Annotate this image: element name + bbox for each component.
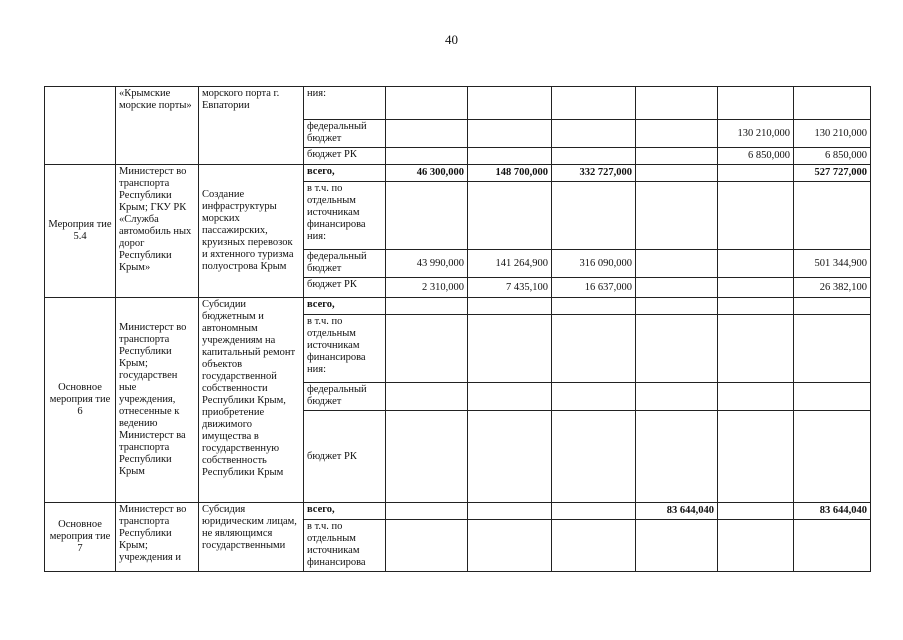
value-cell (718, 411, 794, 503)
source-cell: в т.ч. по отдельным источникам финансирова (304, 520, 386, 572)
value-cell (468, 520, 552, 572)
value-cell (636, 87, 718, 120)
value-cell: 148 700,000 (468, 165, 552, 182)
value-cell: 83 644,040 (794, 503, 871, 520)
source-cell: бюджет РК (304, 278, 386, 298)
description-cell: Создание инфраструктуры морских пассажирских, круизных перевозок и яхтенного туризма полуострова Крым (199, 165, 304, 298)
value-cell (552, 383, 636, 411)
value-cell (718, 165, 794, 182)
value-cell: 2 310,000 (386, 278, 468, 298)
value-cell (552, 87, 636, 120)
value-cell (468, 298, 552, 315)
value-cell: 6 850,000 (794, 148, 871, 165)
page-number: 40 (445, 32, 458, 47)
value-cell (552, 298, 636, 315)
executor-cell: Министерст во транспорта Республики Крым; государствен ные учреждения, отнесенные к ведению Министерст ва транспорта Республики Крым (116, 298, 199, 503)
source-cell: федеральный бюджет (304, 120, 386, 148)
value-cell (386, 411, 468, 503)
value-cell: 527 727,000 (794, 165, 871, 182)
value-cell (794, 411, 871, 503)
value-cell: 332 727,000 (552, 165, 636, 182)
value-cell (552, 120, 636, 148)
value-cell (718, 250, 794, 278)
value-cell (636, 520, 718, 572)
event-cell: Основное мероприя тие 7 (45, 503, 116, 572)
value-cell (552, 503, 636, 520)
value-cell: 43 990,000 (386, 250, 468, 278)
value-cell (636, 411, 718, 503)
value-cell (468, 87, 552, 120)
value-cell: 316 090,000 (552, 250, 636, 278)
value-cell (636, 165, 718, 182)
value-cell (468, 120, 552, 148)
value-cell (636, 315, 718, 383)
value-cell (552, 411, 636, 503)
value-cell (468, 503, 552, 520)
value-cell (636, 298, 718, 315)
source-cell: всего, (304, 298, 386, 315)
value-cell (386, 298, 468, 315)
value-cell (636, 278, 718, 298)
source-cell: в т.ч. по отдельным источникам финансирова ния: (304, 182, 386, 250)
value-cell: 141 264,900 (468, 250, 552, 278)
value-cell (386, 315, 468, 383)
value-cell: 6 850,000 (718, 148, 794, 165)
source-cell: всего, (304, 503, 386, 520)
value-cell: 26 382,100 (794, 278, 871, 298)
value-cell (468, 315, 552, 383)
value-cell (718, 87, 794, 120)
value-cell (794, 298, 871, 315)
source-cell: ния: (304, 87, 386, 120)
value-cell: 7 435,100 (468, 278, 552, 298)
value-cell (718, 383, 794, 411)
description-cell: морского порта г. Евпатории (199, 87, 304, 165)
value-cell (386, 520, 468, 572)
budget-table (44, 86, 871, 572)
value-cell (794, 383, 871, 411)
value-cell (386, 503, 468, 520)
value-cell (794, 87, 871, 120)
source-cell: федеральный бюджет (304, 250, 386, 278)
value-cell (718, 520, 794, 572)
value-cell (636, 250, 718, 278)
table-row (45, 87, 871, 120)
value-cell (552, 148, 636, 165)
value-cell (386, 383, 468, 411)
value-cell (718, 278, 794, 298)
value-cell: 83 644,040 (636, 503, 718, 520)
source-cell: бюджет РК (304, 411, 386, 503)
value-cell (636, 148, 718, 165)
table-row (45, 298, 871, 315)
event-cell (45, 87, 116, 165)
value-cell (636, 383, 718, 411)
value-cell (468, 411, 552, 503)
value-cell (552, 315, 636, 383)
value-cell: 130 210,000 (718, 120, 794, 148)
value-cell: 46 300,000 (386, 165, 468, 182)
value-cell (718, 182, 794, 250)
source-cell: бюджет РК (304, 148, 386, 165)
table-row (45, 165, 871, 182)
value-cell (794, 315, 871, 383)
value-cell (636, 120, 718, 148)
value-cell: 16 637,000 (552, 278, 636, 298)
value-cell (718, 503, 794, 520)
source-cell: в т.ч. по отдельным источникам финансирова ния: (304, 315, 386, 383)
description-cell: Субсидия юридическим лицам, не являющимся государственными (199, 503, 304, 572)
value-cell (468, 383, 552, 411)
value-cell (468, 148, 552, 165)
value-cell (386, 120, 468, 148)
value-cell (386, 148, 468, 165)
event-cell: Мероприя тие 5.4 (45, 165, 116, 298)
description-cell: Субсидии бюджетным и автономным учреждениям на капитальный ремонт объектов государственной собственности Республики Крым, приобретение движимого имущества в государственную собственность Республики Крым (199, 298, 304, 503)
value-cell (718, 298, 794, 315)
value-cell (552, 182, 636, 250)
value-cell: 130 210,000 (794, 120, 871, 148)
value-cell (636, 182, 718, 250)
executor-cell: Министерст во транспорта Республики Крым; ГКУ РК «Служба автомобиль ных дорог Республики Крым» (116, 165, 199, 298)
value-cell (794, 520, 871, 572)
value-cell (386, 87, 468, 120)
value-cell (794, 182, 871, 250)
value-cell (552, 520, 636, 572)
value-cell (468, 182, 552, 250)
event-cell: Основное мероприя тие 6 (45, 298, 116, 503)
value-cell (718, 315, 794, 383)
source-cell: федеральный бюджет (304, 383, 386, 411)
source-cell: всего, (304, 165, 386, 182)
value-cell: 501 344,900 (794, 250, 871, 278)
executor-cell: Министерст во транспорта Республики Крым; учреждения и (116, 503, 199, 572)
value-cell (386, 182, 468, 250)
table-row (45, 503, 871, 520)
executor-cell: «Крымские морские порты» (116, 87, 199, 165)
